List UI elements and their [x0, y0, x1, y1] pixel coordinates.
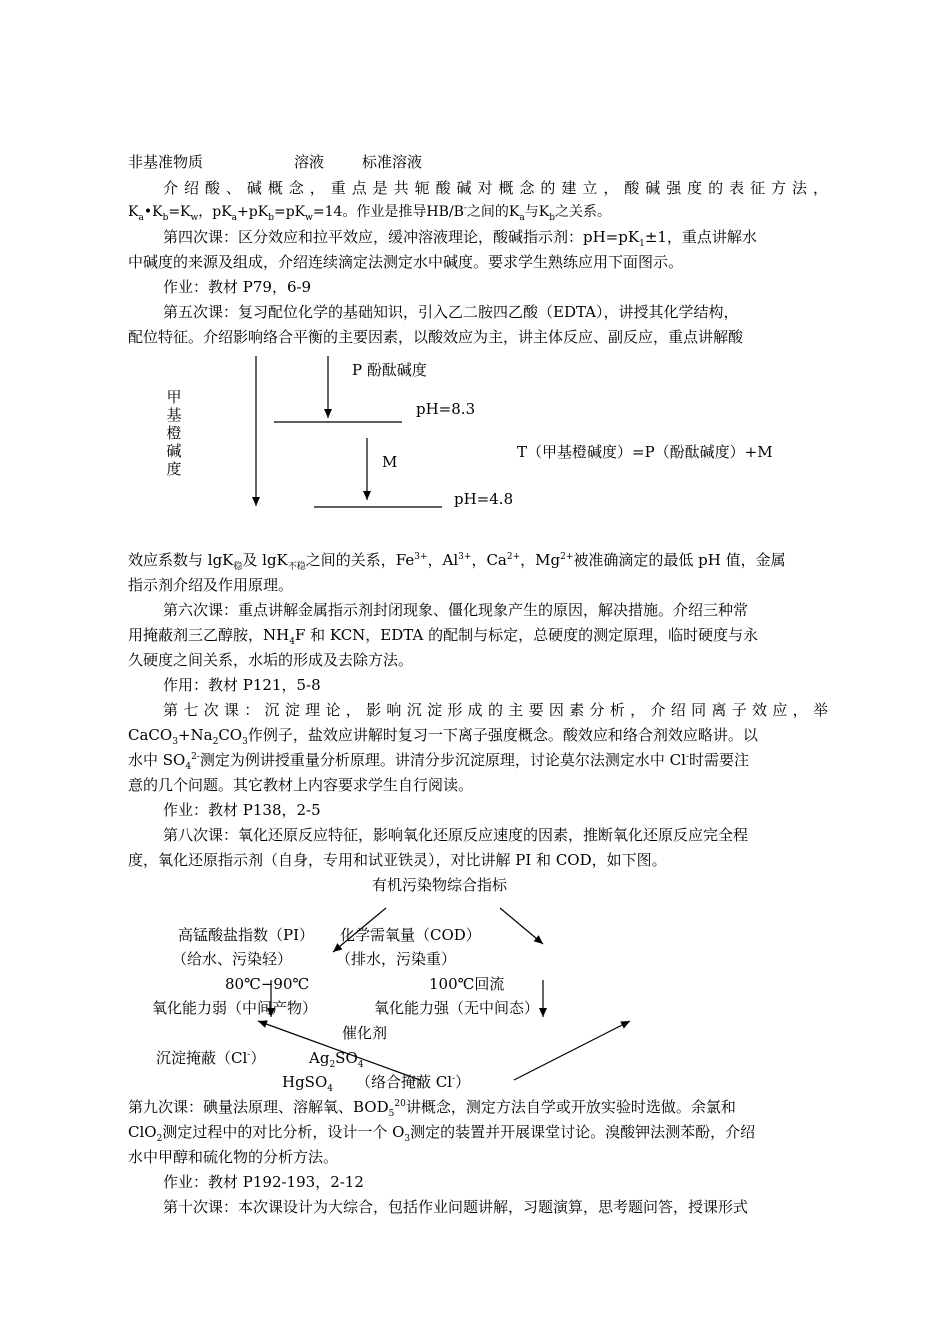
pi-oxidation-weak: 氧化能力弱（中间产物）	[152, 999, 318, 1017]
ph-8-3-label: pH=8.3	[416, 400, 476, 418]
phenolphthalein-label: P 酚酞碱度	[352, 361, 427, 379]
paragraph-line: 第四次课：区分效应和拉平效应，缓冲溶液理论，酸碱指示剂：$pH=pK_1\pm 1$，重点讲解水	[163, 228, 757, 249]
m-label: M	[382, 453, 398, 471]
homework-line: 作用：教材 P121，5-8	[163, 676, 321, 694]
mercury-sulfate: HgSO$_4$	[282, 1073, 333, 1094]
diagram2-title: 有机污染物综合指标	[372, 876, 508, 894]
complex-masking: （络合掩蔽 Cl-）	[356, 1073, 471, 1091]
ph-4-8-label: pH=4.8	[454, 490, 514, 508]
text-nonstandard: 非基准物质	[128, 153, 204, 171]
paragraph-line: ClO$_2$测定过程中的对比分析，设计一个 $O_3$测定的装置并开展课堂讨论。溴酸钾法测苯酚，介绍	[128, 1123, 756, 1144]
methyl-orange-vertical-label: 甲基橙碱度	[166, 388, 182, 478]
paragraph-line: 第六次课：重点讲解金属指示剂封闭现象、僵化现象产生的原因，解决措施。介绍三种常	[163, 601, 749, 619]
paragraph-line: 久硬度之间关系，水垢的形成及去除方法。	[128, 651, 414, 669]
paragraph-line: 效应系数与 lgK$_稳$及 lgK$_{不稳}$之间的关系，$Fe^{3+}$，$Al^{3+}$，$Ca^{2+}$，$Mg^{2+}$被准确滴定的最低 pH 值，金属	[128, 551, 786, 572]
paragraph-line: 第八次课：氧化还原反应特征，影响氧化还原反应速度的因素，推断氧化还原反应完全程	[163, 826, 749, 844]
text-solution: 溶液	[294, 153, 325, 171]
homework-line: 作业：教材 P138，2-5	[163, 801, 321, 819]
silver-sulfate: $Ag_2SO_4$	[309, 1049, 364, 1070]
pi-temperature: 80℃−90℃	[225, 975, 310, 993]
cod-temperature: 100℃回流	[429, 975, 505, 993]
pi-label: 高锰酸盐指数（PI）	[178, 926, 315, 944]
alkalinity-diagram	[256, 356, 442, 507]
homework-line: 作业：教材 P192-193，2-12	[163, 1173, 364, 1191]
paragraph-line: 指示剂介绍及作用原理。	[128, 576, 294, 594]
paragraph-line: 水中 $SO_4^{2-}$测定为例讲授重量分析原理。讲清分步沉淀原理，讨论莫尔法测定水中 Cl-时需要注	[128, 751, 749, 772]
cod-note: （排水，污染重）	[336, 950, 457, 968]
precipitation-masking: 沉淀掩蔽（Cl-）	[156, 1049, 266, 1067]
paragraph-line: 配位特征。介绍影响络合平衡的主要因素，以酸效应为主，讲主体反应、副反应，重点讲解酸	[128, 328, 744, 346]
paragraph-line: 介绍酸、碱概念，重点是共轭酸碱对概念的建立，酸碱强度的表征方法，	[163, 179, 828, 197]
paragraph-line: 度，氧化还原指示剂（自身，专用和试亚铁灵），对比讲解 PI 和 COD，如下图。	[128, 851, 667, 869]
cod-oxidation-strong: 氧化能力强（无中间态）	[374, 999, 540, 1017]
paragraph-line: $CaCO_3+Na_2CO_3$作例子，盐效应讲解时复习一下离子强度概念。酸效应和络合剂效应略讲。以	[128, 726, 758, 747]
arrow-to-cod	[500, 908, 543, 944]
cod-label: 化学需氧量（COD）	[340, 926, 481, 944]
arrow-to-strong	[514, 1021, 630, 1080]
paragraph-line: 第五次课：复习配位化学的基础知识，引入乙二胺四乙酸（EDTA），讲授其化学结构，	[163, 303, 739, 321]
paragraph-line: 第十次课：本次课设计为大综合，包括作业问题讲解，习题演算，思考题问答，授课形式	[163, 1198, 749, 1216]
paragraph-line: 中碱度的来源及组成，介绍连续滴定法测定水中碱度。要求学生熟练应用下面图示。	[128, 253, 684, 271]
catalyst-label: 催化剂	[342, 1024, 388, 1042]
paragraph-line: 第七次课：沉淀理论，影响沉淀形成的主要因素分析，介绍同离子效应，举	[163, 701, 828, 719]
pi-note: （给水、污染轻）	[172, 950, 293, 968]
paragraph-line: 意的几个问题。其它教材上内容要求学生自行阅读。	[128, 776, 474, 794]
paragraph-line: 水中甲醇和硫化物的分析方法。	[128, 1148, 339, 1166]
total-alkalinity-formula: T（甲基橙碱度）=P（酚酞碱度）+M	[517, 443, 773, 461]
paragraph-line: 用掩蔽剂三乙醇胺，$NH_4F$ 和 KCN，EDTA 的配制与标定，总硬度的测定原理，临时硬度与永	[128, 626, 759, 647]
paragraph-line: 第九次课：碘量法原理、溶解氧、$BOD_5^{20}$讲概念，测定方法自学或开放实验时选做。余氯和	[128, 1098, 736, 1119]
text-standard-solution: 标准溶液	[362, 153, 423, 171]
homework-line: 作业：教材 P79，6-9	[163, 278, 312, 296]
paragraph-line-ka-kb: $K_a•K_b=K_w$，$pK_a+pK_b=pK_w=14$。作业是推导HB/B-之间的$K_a$与$K_b$之关系。	[128, 203, 612, 223]
